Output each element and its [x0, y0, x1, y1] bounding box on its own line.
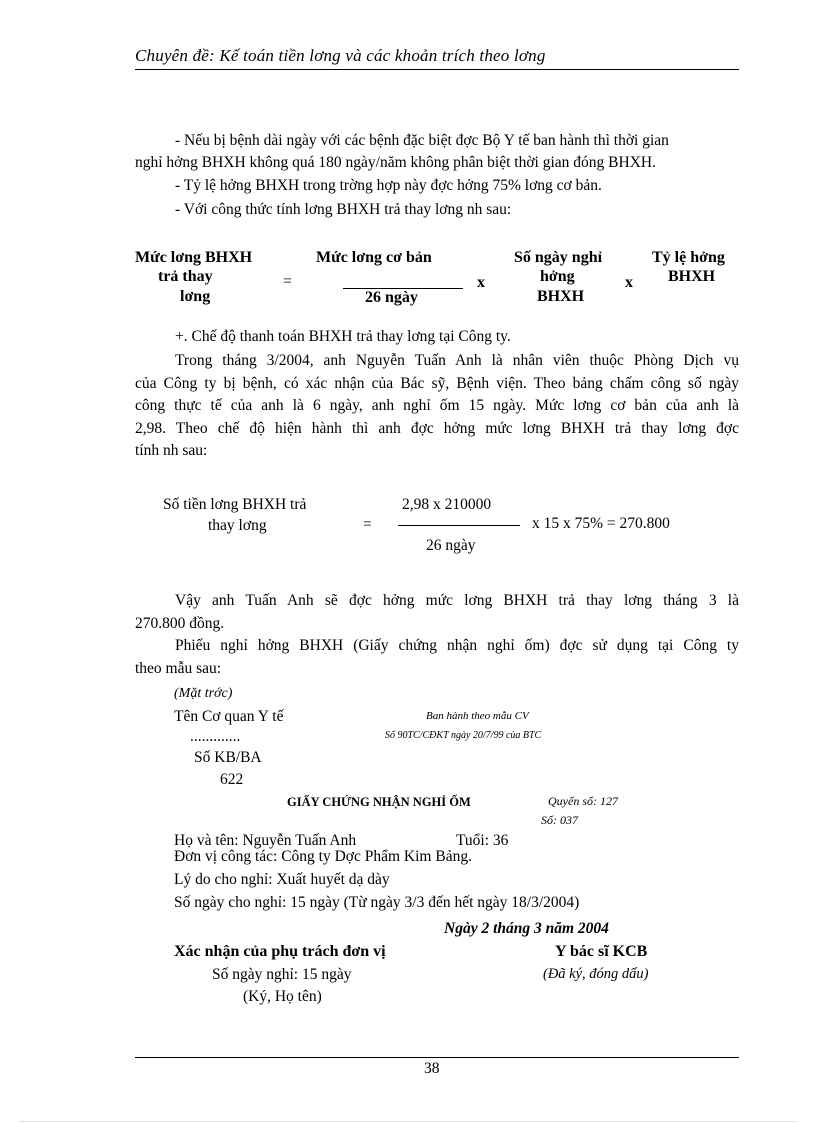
form-kb-label: Số KB/BA	[194, 749, 262, 766]
form-date: Ngày 2 tháng 3 năm 2004	[444, 920, 609, 937]
conclusion-line: 270.800 đồng.	[135, 614, 225, 632]
form-leave-period: Số ngày cho nghỉ: 15 ngày (Từ ngày 3/3 đến hết ngày 18/3/2004)	[174, 894, 580, 911]
intro-paragraph-3: - Với công thức tính lơng BHXH trả thay lơng nh sau:	[175, 201, 512, 218]
section-line: của Công ty bị bệnh, có xác nhận của Bác sỹ, Bệnh viện. Theo bảng chấm công số ngày	[135, 374, 739, 392]
formula-1-days-line2: hởng	[540, 268, 575, 285]
formula-2-numerator: 2,98 x 210000	[402, 496, 492, 513]
section-line: tính nh sau:	[135, 442, 208, 459]
conclusion-line: theo mẫu sau:	[135, 659, 222, 677]
section-line: công thực tế của anh là 6 ngày, anh nghỉ ốm 15 ngày. Mức lơng cơ bản của anh là	[135, 397, 739, 414]
form-kb-value: 622	[220, 771, 244, 788]
formula-2-lhs-line2: thay lơng	[208, 517, 267, 534]
section-title: +. Chế độ thanh toán BHXH trả thay lơng tại Công ty.	[175, 328, 511, 345]
page-number: 38	[424, 1060, 440, 1077]
formula-1-denominator: 26 ngày	[365, 289, 418, 306]
header-rule	[135, 69, 739, 70]
conclusion-paragraph	[135, 590, 739, 680]
intro-paragraph-1: - Nếu bị bệnh dài ngày với các bệnh đặc biệt đợc Bộ Y tế ban hành thì thời gian	[175, 132, 669, 149]
formula-2-lhs-line1: Số tiền lơng BHXH trả	[163, 496, 307, 513]
formula-2-fraction-bar	[398, 525, 520, 526]
form-issued-line1: Ban hành theo mẫu CV	[426, 710, 529, 722]
form-doctor-label: Y bác sĩ KCB	[555, 943, 648, 960]
section-line: 2,98. Theo chế độ hiện hành thì anh đợc hởng mức lơng BHXH trả thay lơng đợc	[135, 419, 739, 437]
formula-1-times-1: x	[477, 274, 485, 291]
form-title: GIẤY CHỨNG NHẬN NGHỈ ỐM	[287, 795, 471, 809]
page-header-title: Chuyên đề: Kế toán tiền lơng và các khoản trích theo lơng	[135, 46, 546, 65]
form-patient-name: Họ và tên: Nguyễn Tuấn Anh	[174, 832, 357, 849]
formula-1-rate-line2: BHXH	[668, 268, 716, 285]
form-doctor-signature: (Đã ký, đóng dấu)	[543, 966, 649, 982]
intro-paragraph-2: - Tỷ lệ hởng BHXH trong trờng hợp này đợc hởng 75% lơng cơ bản.	[175, 177, 602, 194]
conclusion-line: Vậy anh Tuấn Anh sẽ đợc hởng mức lơng BHXH trả thay lơng tháng 3 là	[175, 592, 739, 609]
formula-1-rate-line1: Tỷ lệ hởng	[652, 249, 725, 266]
form-work-unit: Đơn vị công tác: Công ty Dợc Phẩm Kim Bảng.	[174, 848, 472, 865]
form-side-label: (Mặt trớc)	[174, 686, 233, 701]
section-paragraph	[135, 350, 739, 463]
form-unit-confirmation: Xác nhận của phụ trách đơn vị	[174, 943, 386, 960]
form-unit-signature: (Ký, Họ tên)	[243, 988, 322, 1005]
formula-1-times-2: x	[625, 274, 633, 291]
conclusion-line: Phiếu nghỉ hởng BHXH (Giấy chứng nhận nghỉ ốm) đợc sử dụng tại Công ty	[175, 637, 739, 654]
form-leave-days: Số ngày nghỉ: 15 ngày	[212, 966, 352, 983]
formula-1-lhs-line3: lơng	[180, 288, 211, 305]
page-edge-dotted-line	[20, 1121, 796, 1122]
form-issued-line2: Số 90TC/CĐKT ngày 20/7/99 của BTC	[385, 730, 542, 741]
form-agency-label: Tên Cơ quan Y tế	[174, 708, 284, 725]
form-serial-number: Số: 037	[541, 813, 578, 827]
form-patient-age: Tuổi: 36	[456, 832, 509, 849]
footer-rule	[135, 1057, 739, 1058]
formula-1-lhs-line2: trả thay	[158, 268, 213, 285]
formula-2-result: x 15 x 75% = 270.800	[532, 515, 670, 532]
formula-1-equals: =	[283, 273, 292, 290]
formula-1-numerator: Mức lơng cơ bản	[316, 249, 432, 266]
form-agency-dots: .............	[190, 728, 241, 745]
intro-paragraph-1-cont: nghỉ hởng BHXH không quá 180 ngày/năm không phân biệt thời gian đóng BHXH.	[135, 154, 656, 171]
formula-1-lhs-line1: Mức lơng BHXH	[135, 249, 253, 266]
formula-2-equals: =	[363, 516, 372, 533]
formula-2-denominator: 26 ngày	[426, 537, 476, 554]
formula-1-days-line1: Số ngày nghỉ	[514, 249, 603, 266]
form-reason: Lý do cho nghỉ: Xuất huyết dạ dày	[174, 871, 390, 888]
section-line: Trong tháng 3/2004, anh Nguyễn Tuấn Anh là nhân viên thuộc Phòng Dịch vụ	[175, 352, 739, 369]
form-book-number: Quyển số: 127	[548, 794, 618, 808]
formula-1-days-line3: BHXH	[537, 288, 585, 305]
